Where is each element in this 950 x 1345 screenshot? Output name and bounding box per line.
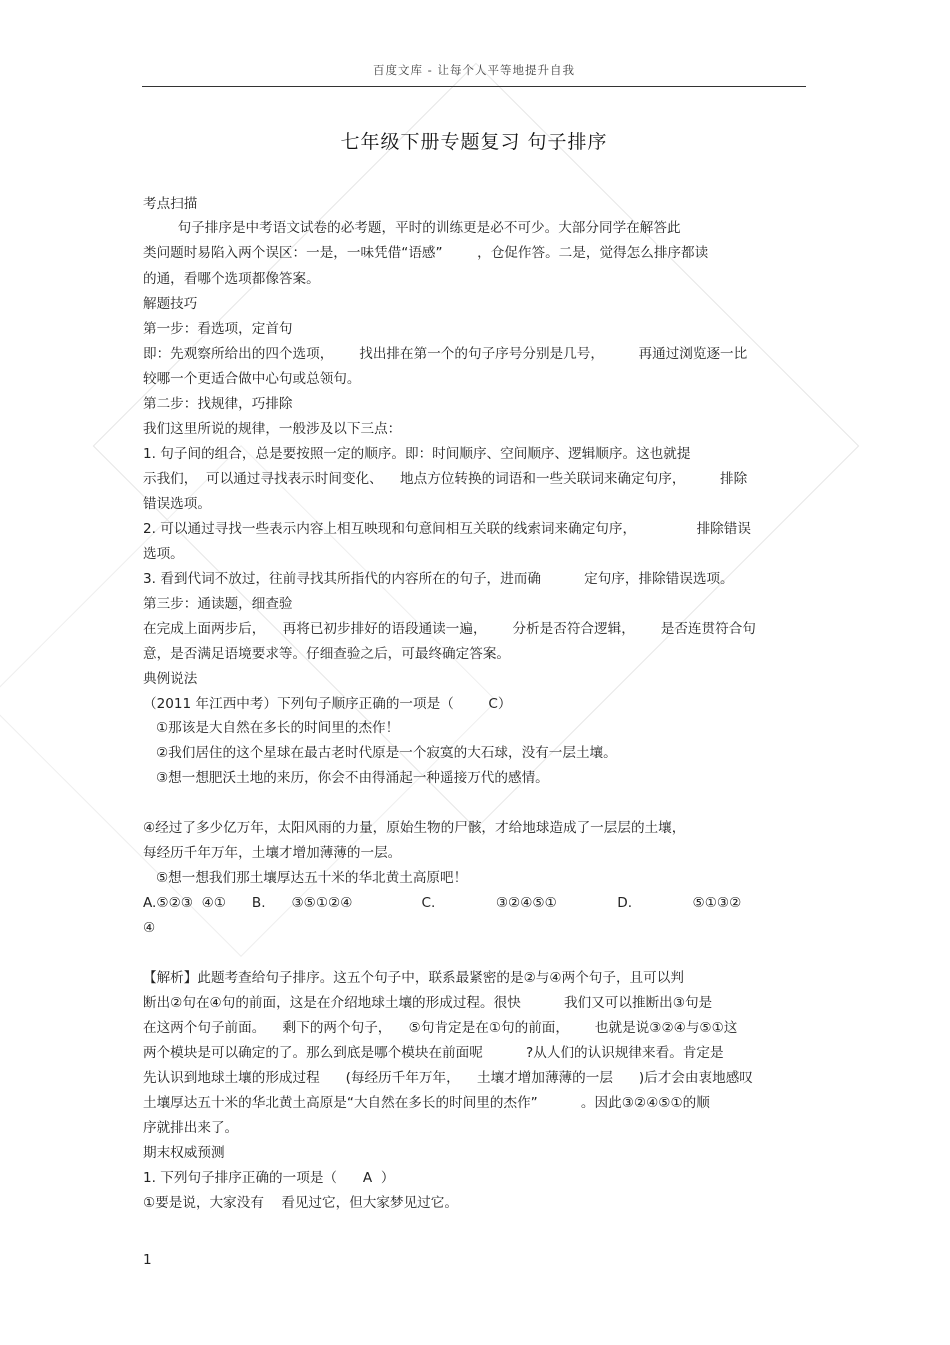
sentence-item: ①那该是大自然在多长的时间里的杰作！: [143, 720, 400, 736]
text-line: 意，是否满足语境要求等。仔细查验之后，可最终确定答案。: [143, 646, 511, 662]
page-number: 1: [143, 1252, 152, 1268]
answer-options: A.⑤②③ ④① B. ③⑤①②④ C. ③②④⑤① D. ⑤①③②: [143, 895, 742, 911]
section-heading: 期末权威预测: [143, 1145, 225, 1161]
document-title: 七年级下册专题复习 句子排序: [340, 131, 608, 153]
page-header: 百度文库 - 让每个人平等地提升自我: [373, 63, 575, 77]
section-heading: 解题技巧: [143, 296, 198, 312]
step-heading: 第三步：通读题，细查验: [143, 596, 293, 612]
sentence-item: ④经过了多少亿万年，太阳风雨的力量，原始生物的尸骸，才给地球造成了一层层的土壤，: [143, 820, 686, 836]
text-line: 我们这里所说的规律，一般涉及以下三点：: [143, 421, 402, 437]
sentence-item: ②我们居住的这个星球在最古老时代原是一个寂寞的大石球，没有一层土壤。: [143, 745, 617, 761]
analysis-line: 土壤厚达五十米的华北黄土高原是“大自然在多长的时间里的杰作” 。因此③②④⑤①的顺: [143, 1095, 710, 1111]
text-line: 较哪一个更适合做中心句或总领句。: [143, 371, 361, 387]
text-line: 的通，看哪个选项都像答案。: [143, 271, 320, 287]
question-stem: （2011 年江西中考）下列句子顺序正确的一项是（ C）: [143, 696, 512, 712]
text-line: 3. 看到代词不放过，往前寻找其所指代的内容所在的句子，进而确 定句序，排除错误选项。: [143, 571, 734, 587]
text-line: 在完成上面两步后， 再将已初步排好的语段通读一遍， 分析是否符合逻辑， 是否连贯符合句: [143, 621, 756, 637]
answer-options-wrap: ④: [143, 920, 156, 936]
sentence-item: ⑤想一想我们那土壤厚达五十米的华北黄土高原吧！: [143, 870, 468, 886]
step-heading: 第一步：看选项，定首句: [143, 321, 293, 337]
text-line: 类问题时易陷入两个误区：一是，一味凭借“语感” ，仓促作答。二是，觉得怎么排序都读: [143, 245, 709, 261]
text-line: 句子排序是中考语文试卷的必考题，平时的训练更是必不可少。大部分同学在解答此: [143, 220, 681, 236]
step-heading: 第二步：找规律，巧排除: [143, 396, 293, 412]
analysis-line: 先认识到地球土壤的形成过程 (每经历千年万年， 土壤才增加薄薄的一层 )后才会由衷地感叹: [143, 1070, 753, 1086]
analysis-line: 两个模块是可以确定的了。那么到底是哪个模块在前面呢 ?从人们的认识规律来看。肯定是: [143, 1045, 724, 1061]
text-line: 示我们， 可以通过寻找表示时间变化、 地点方位转换的词语和一些关联词来确定句序， 排除: [143, 471, 748, 487]
question-stem: 1. 下列句子排序正确的一项是（ A ）: [143, 1170, 395, 1186]
text-line: 错误选项。: [143, 496, 211, 512]
analysis-line: 序就排出来了。: [143, 1120, 239, 1136]
analysis-line: 【解析】此题考查给句子排序。这五个句子中，联系最紧密的是②与④两个句子，且可以判: [143, 970, 684, 986]
sentence-item: 每经历千年万年，土壤才增加薄薄的一层。: [143, 845, 402, 861]
sentence-item: ①要是说，大家没有 看见过它，但大家梦见过它。: [143, 1195, 458, 1211]
section-heading: 典例说法: [143, 671, 198, 687]
analysis-line: 在这两个句子前面。 剩下的两个句子， ⑤句肯定是在①句的前面， 也就是说③②④与⑤①这: [143, 1020, 738, 1036]
header-divider: [142, 86, 806, 87]
analysis-line: 断出②句在④句的前面，这是在介绍地球土壤的形成过程。很快 我们又可以推断出③句是: [143, 995, 713, 1011]
text-line: 2. 可以通过寻找一些表示内容上相互映现和句意间相互关联的线索词来确定句序， 排除错误: [143, 521, 751, 537]
section-heading: 考点扫描: [143, 196, 198, 212]
text-line: 即：先观察所给出的四个选项， 找出排在第一个的句子序号分别是几号， 再通过浏览逐一比: [143, 346, 748, 362]
text-line: 1. 句子间的组合，总是要按照一定的顺序。即：时间顺序、空间顺序、逻辑顺序。这也就提: [143, 446, 691, 462]
text-line: 选项。: [143, 546, 184, 562]
sentence-item: ③想一想肥沃土地的来历，你会不由得涌起一种遥接万代的感情。: [143, 770, 549, 786]
